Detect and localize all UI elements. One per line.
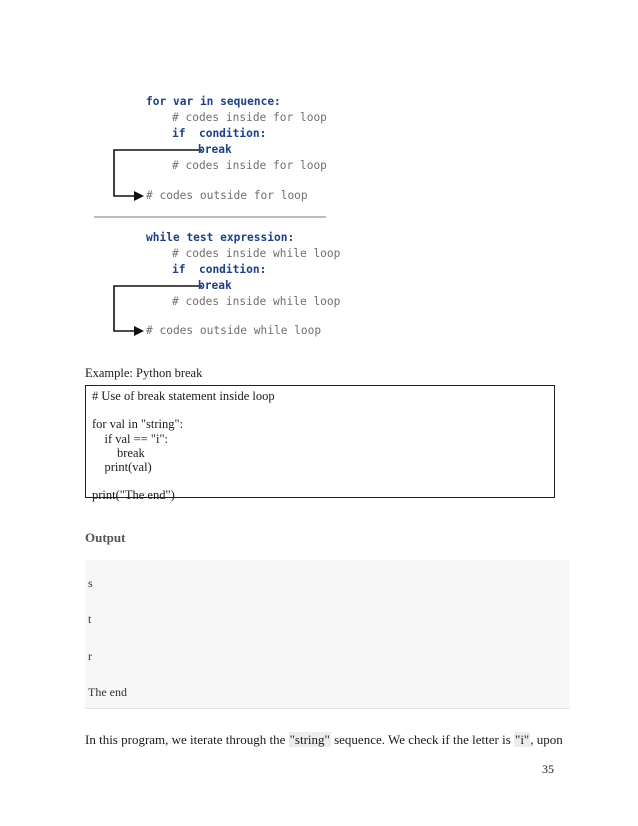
kw-for: for — [146, 95, 167, 108]
for-break-arrow-head — [134, 191, 144, 201]
while-outside: # codes outside while loop — [146, 324, 322, 337]
code-line: break — [92, 445, 145, 460]
code-line — [92, 403, 548, 417]
output-line: The end — [88, 685, 127, 699]
for-comment-2: # codes inside for loop — [172, 159, 327, 172]
para-text: , upon — [530, 732, 563, 747]
for-comment-1: # codes inside for loop — [172, 111, 327, 124]
page-number: 35 — [542, 762, 554, 776]
output-heading: Output — [85, 530, 126, 545]
para-text: In this program, we iterate through the — [85, 732, 289, 747]
example-caption: Example: Python break — [85, 366, 203, 380]
while-comment-2: # codes inside while loop — [172, 295, 341, 308]
kw-if: if — [172, 127, 186, 140]
kw-condition-while: condition: — [198, 263, 267, 276]
code-line: for val in "string": — [92, 417, 184, 432]
for-if-line — [172, 126, 266, 142]
output-box — [85, 560, 570, 709]
for-outside: # codes outside for loop — [146, 189, 308, 202]
break-flow-diagram — [94, 86, 341, 348]
while-break-arrow-head — [134, 326, 144, 336]
output-line: t — [88, 612, 92, 626]
kw-sequence: sequence: — [220, 95, 281, 108]
code-line: if val == "i": — [92, 431, 169, 446]
code-line — [92, 474, 548, 488]
for-break: break — [198, 143, 232, 156]
para-text: sequence. We check if the letter is — [330, 732, 515, 747]
for-header — [146, 94, 281, 110]
kw-while: while — [146, 231, 180, 244]
kw-in: in — [199, 95, 214, 108]
kw-var: var — [172, 95, 194, 108]
explanation-paragraph — [85, 732, 563, 748]
output-line: r — [88, 649, 92, 663]
kw-if-while: if — [172, 263, 186, 276]
while-comment-1: # codes inside while loop — [172, 247, 341, 260]
inline-code-string: "string" — [289, 732, 330, 747]
output-line: s — [88, 576, 93, 590]
kw-test-expression: test expression: — [186, 231, 295, 244]
while-header — [146, 230, 294, 246]
code-line: print("The end") — [92, 488, 175, 503]
kw-condition: condition: — [198, 127, 267, 140]
inline-code-i: "i" — [515, 732, 530, 747]
code-example-box — [85, 385, 555, 503]
code-line: print(val) — [92, 460, 152, 475]
code-line: # Use of break statement inside loop — [92, 389, 275, 403]
while-break: break — [198, 279, 232, 292]
while-if-line — [172, 262, 266, 278]
